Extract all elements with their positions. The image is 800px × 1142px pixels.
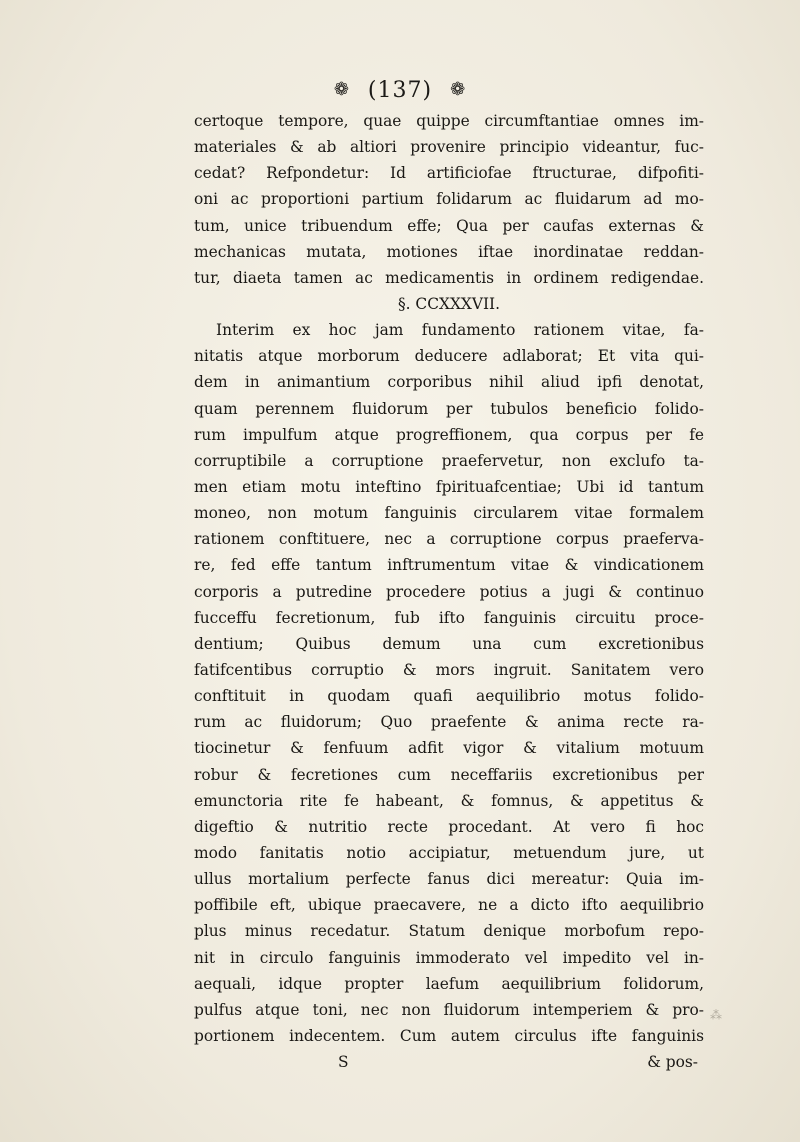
text-line: emunctoria rite fe habeant, & fomnus, & appetitus & [194, 791, 704, 810]
text-line: rationem conftituere, nec a corruptione corpus praeferva- [194, 530, 704, 549]
page-number: (137) [367, 78, 433, 103]
section-heading: §. CCXXXVII. [397, 294, 501, 313]
page-footer [194, 1049, 704, 1075]
text-line: oni ac proportioni partium folidarum ac fluidarum ad mo- [194, 190, 704, 209]
text-line: ullus mortalium perfecte fanus dici mereatur: Quia im- [194, 870, 704, 889]
text-line: corruptibile a corruptione praefervetur, non exclufo ta- [194, 451, 704, 470]
text-line: dentium; Quibus demum una cum excretionibus [194, 634, 704, 653]
text-line: men etiam motu inteftino fpirituafcentiae; Ubi id tantum [194, 477, 704, 496]
text-line: fatifcentibus corruptio & mors ingruit. Sanitatem vero [194, 660, 704, 679]
text-line: dem in animantium corporibus nihil aliud ipfi denotat, [194, 373, 704, 392]
text-line: modo fanitatis notio accipiatur, metuendum jure, ut [194, 843, 704, 862]
text-line: aequali, idque propter laefum aequilibrium folidorum, [194, 974, 704, 993]
text-line: nitatis atque morborum deducere adlaborat; Et vita qui- [194, 347, 704, 366]
signature-mark: S [338, 1053, 349, 1072]
text-line: Interim ex hoc jam fundamento rationem vitae, fa- [216, 321, 704, 340]
text-line: fucceffu fecretionum, fub ifto fanguinis circuitu proce- [194, 608, 704, 627]
text-line: tum, unice tribuendum effe; Qua per caufas externas & [194, 216, 704, 235]
text-line: rum ac fluidorum; Quo praefente & anima recte ra- [194, 713, 704, 732]
text-line: conftituit in quodam quafi aequilibrio motus folido- [194, 687, 704, 706]
text-line: poffibile eft, ubique praecavere, ne a dicto ifto aequilibrio [194, 896, 704, 915]
text-line: robur & fecretiones cum neceffariis excretionibus per [194, 765, 704, 784]
text-line: rum impulfum atque progreffionem, qua corpus per fe [194, 425, 704, 444]
text-line: mechanicas mutata, motiones iftae inordinatae reddan- [194, 242, 704, 261]
text-line: materiales & ab altiori provenire principio videantur, fuc- [194, 138, 704, 157]
page-header [0, 78, 800, 103]
left-ornament-icon: ❁ [333, 79, 350, 100]
text-line: tur, diaeta tamen ac medicamentis in ordinem redigendae. [194, 268, 704, 287]
text-line: moneo, non motum fanguinis circularem vitae formalem [194, 504, 704, 523]
text-line: quam perennem fluidorum per tubulos beneficio folido- [194, 399, 704, 418]
text-line: pulfus atque toni, nec non fluidorum intemperiem & pro- [194, 1000, 704, 1019]
catchword: & pos- [647, 1053, 698, 1072]
body-text [194, 108, 704, 1075]
text-line: digeftio & nutritio recte procedant. At vero fi hoc [194, 817, 704, 836]
text-line: re, fed effe tantum inftrumentum vitae & vindicationem [194, 556, 704, 575]
text-line: cedat? Refpondetur: Id artificiofae ftructurae, difpofiti- [194, 164, 704, 183]
text-line: portionem indecentem. Cum autem circulus ifte fanguinis [194, 1026, 704, 1045]
text-line: certoque tempore, quae quippe circumftantiae omnes im- [194, 112, 704, 130]
text-line: plus minus recedatur. Statum denique morbofum repo- [194, 922, 704, 941]
text-line: tiocinetur & fenfuum adfit vigor & vitalium motuum [194, 739, 704, 758]
right-ornament-icon: ❁ [450, 79, 467, 100]
margin-mark: ⁂ [710, 1008, 722, 1022]
text-line: corporis a putredine procedere potius a jugi & continuo [194, 582, 704, 601]
text-line: nit in circulo fanguinis immoderato vel impedito vel in- [194, 948, 704, 967]
